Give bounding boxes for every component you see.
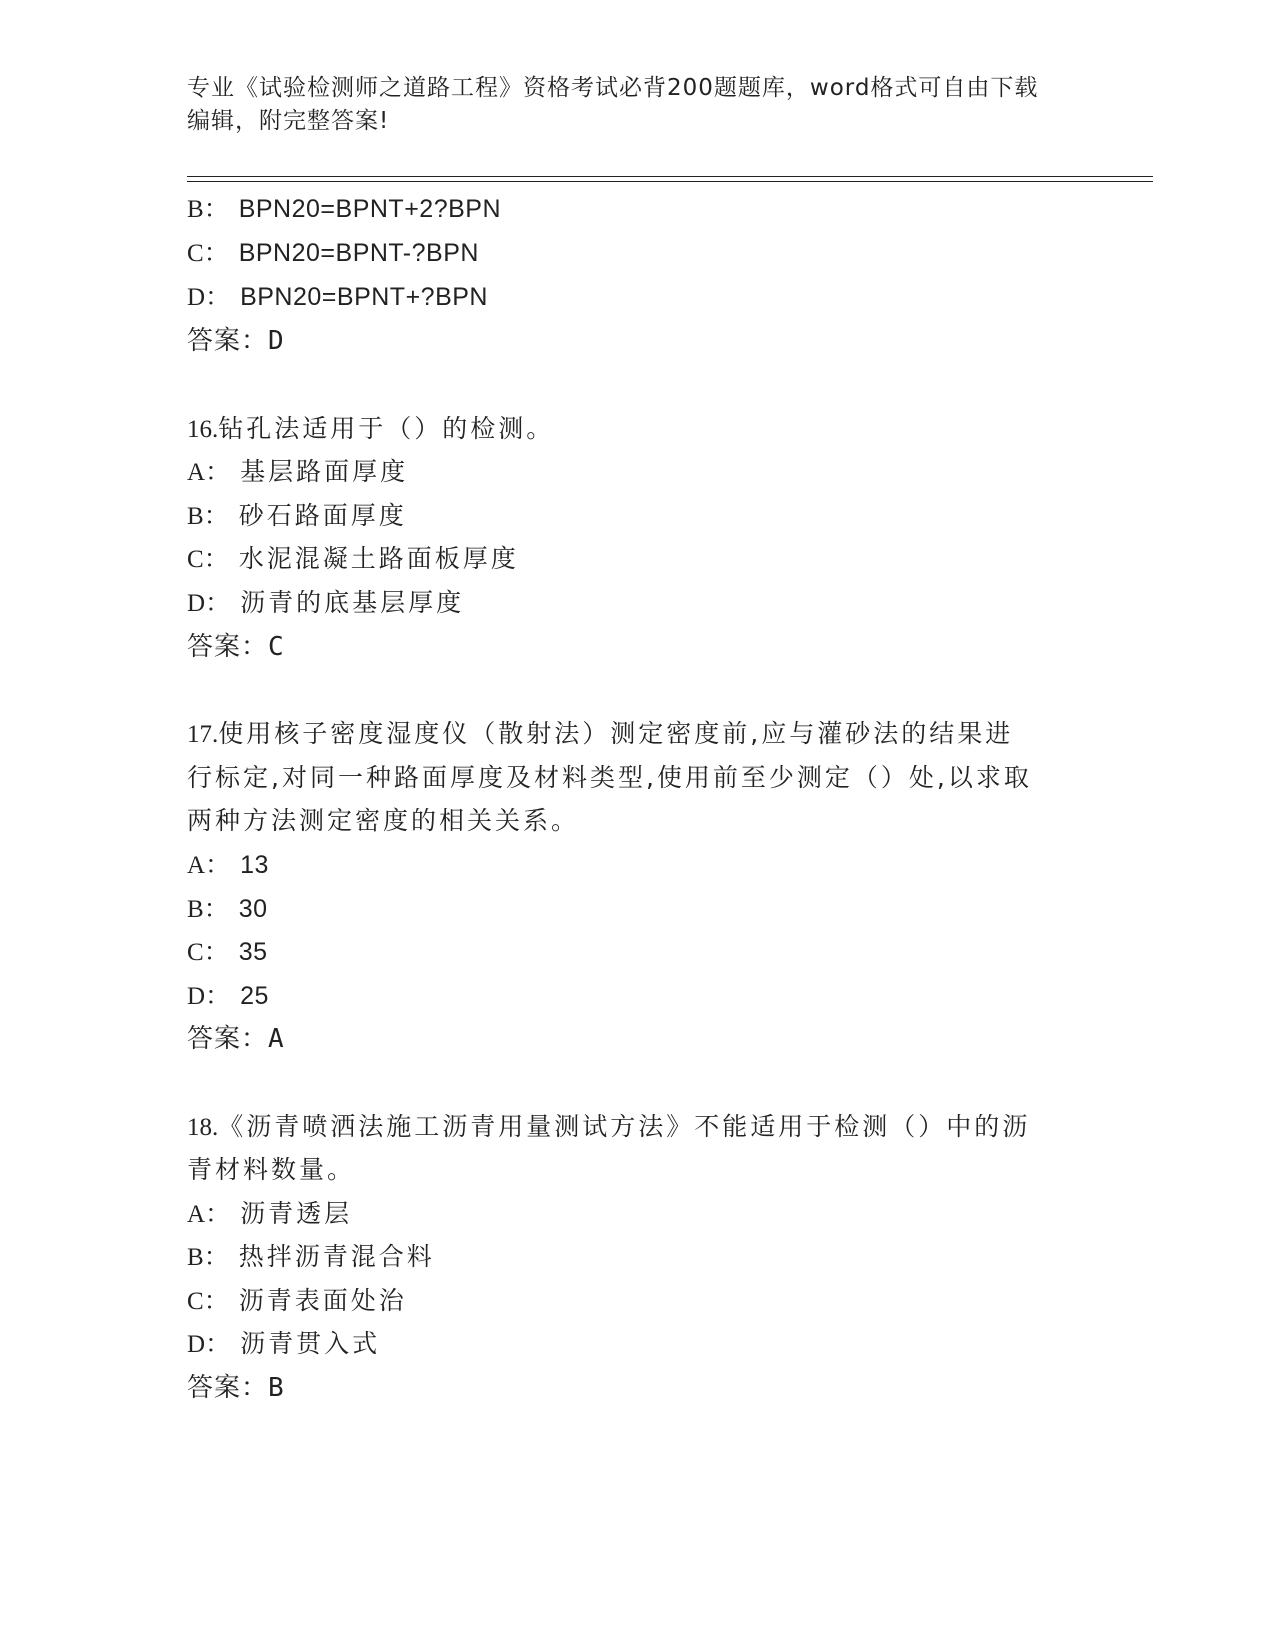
option-label: B [187, 196, 204, 223]
option-text: 30 [238, 895, 268, 923]
q17-option-b [187, 892, 268, 927]
answer-value: D [268, 326, 284, 356]
q17-option-a [187, 848, 269, 883]
q15-option-c [187, 236, 479, 271]
option-label: B [187, 1244, 204, 1271]
q17-option-d [187, 979, 269, 1014]
q18-stem-line-2: 青材料数量。 [187, 1155, 356, 1184]
q16-option-c [187, 542, 519, 577]
option-separator: ： [203, 1242, 229, 1271]
option-label: D [187, 590, 206, 617]
header-line-2: 编辑，附完整答案! [187, 108, 390, 134]
option-separator: ： [203, 238, 229, 267]
option-label: B [187, 896, 204, 923]
q16-option-a [187, 455, 408, 490]
question-text: 《沥青喷洒法施工沥青用量测试方法》不能适用于检测（）中的沥 [218, 1112, 1031, 1141]
option-label: A [187, 459, 206, 486]
option-separator: ： [205, 1199, 231, 1228]
option-text: 沥青表面处治 [238, 1286, 407, 1315]
q16-option-b [187, 499, 407, 534]
answer-value: A [268, 1024, 284, 1054]
answer-value: B [268, 1373, 284, 1403]
answer-label: 答案： [187, 1024, 269, 1054]
option-text: 热拌沥青混合料 [238, 1242, 435, 1271]
q18-option-d [187, 1327, 380, 1362]
option-separator: ： [203, 894, 229, 923]
q17-stem-line-2: 行标定,对同一种路面厚度及材料类型,使用前至少测定（）处,以求取 [187, 763, 1032, 792]
document-header [187, 72, 1087, 138]
question-number: 17. [187, 721, 219, 748]
q18-option-a [187, 1197, 352, 1232]
q17-stem-line-3: 两种方法测定密度的相关关系。 [187, 806, 580, 835]
question-number: 16. [187, 416, 219, 443]
answer-label: 答案： [187, 1373, 269, 1403]
question-text: 钻孔法适用于（）的检测。 [218, 414, 555, 443]
option-label: C [187, 939, 204, 966]
option-label: C [187, 546, 204, 573]
option-separator: ： [205, 588, 231, 617]
header-divider-top [187, 176, 1153, 177]
answer-label: 答案： [187, 326, 269, 356]
option-label: A [187, 852, 206, 879]
option-label: A [187, 1201, 206, 1228]
option-separator: ： [203, 1286, 229, 1315]
q18-stem-line-1 [187, 1110, 1030, 1145]
option-text: BPN20=BPNT-?BPN [238, 239, 479, 267]
answer-label: 答案： [187, 632, 269, 662]
option-separator: ： [205, 282, 231, 311]
q15-option-b [187, 192, 501, 227]
q16-option-d [187, 586, 464, 621]
option-separator: ： [203, 544, 229, 573]
header-divider-bottom [187, 181, 1153, 182]
option-text: 沥青透层 [240, 1199, 353, 1228]
option-text: BPN20=BPNT+?BPN [240, 283, 488, 311]
q16-stem [187, 412, 554, 447]
header-line-1: 专业《试验检测师之道路工程》资格考试必背200题题库，word格式可自由下载 [187, 75, 1039, 101]
option-label: D [187, 983, 206, 1010]
option-text: 基层路面厚度 [240, 457, 409, 486]
option-text: BPN20=BPNT+2?BPN [238, 195, 501, 223]
question-number: 18. [187, 1114, 219, 1141]
option-label: D [187, 1331, 206, 1358]
q17-stem-line-1 [187, 717, 1013, 752]
answer-value: C [268, 632, 284, 662]
question-text: 使用核子密度湿度仪（散射法）测定密度前,应与灌砂法的结果进 [218, 719, 1014, 748]
option-label: C [187, 240, 204, 267]
option-text: 水泥混凝土路面板厚度 [238, 544, 519, 573]
q16-answer [187, 630, 284, 664]
option-separator: ： [205, 1329, 231, 1358]
option-separator: ： [205, 850, 231, 879]
q18-answer [187, 1371, 284, 1405]
option-label: D [187, 284, 206, 311]
option-separator: ： [205, 981, 231, 1010]
option-label: B [187, 503, 204, 530]
option-text: 沥青贯入式 [240, 1329, 381, 1358]
option-label: C [187, 1288, 204, 1315]
option-separator: ： [203, 194, 229, 223]
option-separator: ： [203, 937, 229, 966]
option-separator: ： [205, 457, 231, 486]
option-text: 13 [240, 851, 269, 879]
q15-answer [187, 324, 284, 358]
q18-option-c [187, 1284, 407, 1319]
q15-option-d [187, 280, 488, 315]
q17-option-c [187, 935, 268, 970]
option-text: 砂石路面厚度 [238, 501, 407, 530]
q18-option-b [187, 1240, 435, 1275]
q17-answer [187, 1022, 284, 1056]
option-text: 35 [238, 938, 268, 966]
option-text: 沥青的底基层厚度 [240, 588, 465, 617]
option-text: 25 [240, 982, 269, 1010]
option-separator: ： [203, 501, 229, 530]
